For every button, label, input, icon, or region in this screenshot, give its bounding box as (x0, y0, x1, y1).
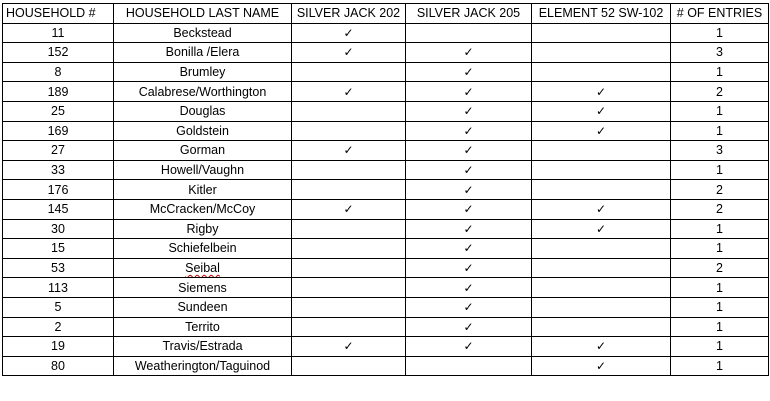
element-52-cell (532, 239, 671, 259)
household-number-cell: 169 (3, 121, 114, 141)
table-row (3, 258, 769, 278)
entries-count-cell: 1 (671, 317, 769, 337)
silver-jack-202-cell (292, 219, 406, 239)
household-number-cell: 152 (3, 43, 114, 63)
checkmark-icon: ✓ (463, 339, 474, 354)
entries-count-cell: 1 (671, 337, 769, 357)
entries-count-cell: 3 (671, 141, 769, 161)
household-last-name: Beckstead (173, 25, 232, 40)
table-row (3, 82, 769, 102)
silver-jack-205-cell (406, 180, 532, 200)
checkmark-icon: ✓ (463, 261, 474, 276)
silver-jack-205-cell (406, 337, 532, 357)
household-number-cell: 33 (3, 160, 114, 180)
silver-jack-202-cell (292, 101, 406, 121)
silver-jack-205-cell (406, 23, 532, 43)
header-household-last-name: HOUSEHOLD LAST NAME (114, 4, 292, 24)
table-row (3, 23, 769, 43)
household-number-cell: 30 (3, 219, 114, 239)
silver-jack-205-cell (406, 356, 532, 376)
household-last-name-cell (114, 23, 292, 43)
checkmark-icon: ✓ (463, 65, 474, 80)
entries-count-cell: 1 (671, 278, 769, 298)
header-element-52: ELEMENT 52 SW-102 (532, 4, 671, 24)
table-row (3, 219, 769, 239)
household-last-name: Sundeen (177, 300, 228, 315)
header-household-number: HOUSEHOLD # (3, 4, 114, 24)
checkmark-icon: ✓ (343, 45, 354, 60)
element-52-cell (532, 62, 671, 82)
household-last-name-cell (114, 199, 292, 219)
entries-count-cell: 1 (671, 121, 769, 141)
entries-count-cell: 2 (671, 180, 769, 200)
element-52-cell (532, 278, 671, 298)
household-last-name-cell (114, 180, 292, 200)
household-last-name-cell (114, 239, 292, 259)
silver-jack-202-cell (292, 160, 406, 180)
household-number-cell: 189 (3, 82, 114, 102)
table-row (3, 297, 769, 317)
table-row (3, 62, 769, 82)
checkmark-icon: ✓ (463, 300, 474, 315)
header-silver-jack-202: SILVER JACK 202 (292, 4, 406, 24)
element-52-cell (532, 258, 671, 278)
silver-jack-202-cell (292, 258, 406, 278)
element-52-cell (532, 141, 671, 161)
table-row (3, 239, 769, 259)
checkmark-icon: ✓ (463, 202, 474, 217)
element-52-cell (532, 121, 671, 141)
entries-count-cell: 1 (671, 356, 769, 376)
table-row (3, 180, 769, 200)
silver-jack-202-cell (292, 23, 406, 43)
table-row (3, 141, 769, 161)
silver-jack-205-cell (406, 317, 532, 337)
household-last-name-cell (114, 356, 292, 376)
silver-jack-205-cell (406, 239, 532, 259)
entries-count-cell: 2 (671, 258, 769, 278)
silver-jack-202-cell (292, 199, 406, 219)
household-last-name-cell (114, 258, 292, 278)
household-number-cell: 2 (3, 317, 114, 337)
household-last-name: Calabrese/Worthington (138, 84, 267, 99)
household-number-cell: 15 (3, 239, 114, 259)
checkmark-icon: ✓ (463, 123, 474, 138)
table-header (3, 4, 769, 24)
entries-count-cell: 1 (671, 62, 769, 82)
silver-jack-202-cell (292, 356, 406, 376)
table-row (3, 121, 769, 141)
silver-jack-202-cell (292, 121, 406, 141)
household-number-cell: 27 (3, 141, 114, 161)
element-52-cell (532, 317, 671, 337)
entries-count-cell: 2 (671, 199, 769, 219)
household-number-cell: 145 (3, 199, 114, 219)
household-number-cell: 11 (3, 23, 114, 43)
checkmark-icon: ✓ (343, 84, 354, 99)
household-last-name-cell (114, 62, 292, 82)
household-last-name: Howell/Vaughn (160, 163, 245, 178)
checkmark-icon: ✓ (343, 202, 354, 217)
element-52-cell (532, 101, 671, 121)
household-last-name-cell (114, 82, 292, 102)
checkmark-icon: ✓ (463, 280, 474, 295)
header-number-of-entries: # OF ENTRIES (671, 4, 769, 24)
household-last-name: Goldstein (176, 123, 229, 138)
checkmark-icon: ✓ (595, 221, 607, 236)
checkmark-icon: ✓ (463, 182, 474, 197)
element-52-cell (532, 23, 671, 43)
household-last-name-cell (114, 317, 292, 337)
household-last-name: Rigby (186, 221, 219, 236)
household-number-cell: 5 (3, 297, 114, 317)
checkmark-icon: ✓ (463, 84, 474, 99)
household-number-cell: 8 (3, 62, 114, 82)
household-last-name-cell (114, 141, 292, 161)
household-last-name: Travis/Estrada (162, 339, 243, 354)
silver-jack-202-cell (292, 239, 406, 259)
checkmark-icon: ✓ (595, 358, 607, 373)
household-last-name-cell (114, 297, 292, 317)
checkmark-icon: ✓ (463, 221, 474, 236)
silver-jack-205-cell (406, 278, 532, 298)
household-last-name: Bonilla /Elera (165, 45, 240, 60)
household-last-name-cell (114, 101, 292, 121)
silver-jack-205-cell (406, 141, 532, 161)
silver-jack-205-cell (406, 43, 532, 63)
household-number-cell: 113 (3, 278, 114, 298)
silver-jack-202-cell (292, 278, 406, 298)
household-number-cell: 176 (3, 180, 114, 200)
silver-jack-205-cell (406, 219, 532, 239)
element-52-cell (532, 356, 671, 376)
household-number-cell: 80 (3, 356, 114, 376)
silver-jack-205-cell (406, 82, 532, 102)
checkmark-icon: ✓ (595, 339, 607, 354)
entries-count-cell: 1 (671, 239, 769, 259)
household-last-name: Siemens (178, 280, 227, 295)
checkmark-icon: ✓ (343, 143, 354, 158)
silver-jack-202-cell (292, 82, 406, 102)
element-52-cell (532, 180, 671, 200)
household-last-name: McCracken/McCoy (149, 202, 256, 217)
entries-count-cell: 1 (671, 219, 769, 239)
silver-jack-202-cell (292, 141, 406, 161)
entries-count-cell: 1 (671, 160, 769, 180)
silver-jack-202-cell (292, 297, 406, 317)
checkmark-icon: ✓ (595, 104, 607, 119)
entries-count-cell: 1 (671, 101, 769, 121)
household-last-name: Seibal (185, 261, 220, 276)
table-row (3, 43, 769, 63)
silver-jack-202-cell (292, 180, 406, 200)
silver-jack-205-cell (406, 62, 532, 82)
household-last-name: Gorman (179, 143, 226, 158)
element-52-cell (532, 82, 671, 102)
silver-jack-202-cell (292, 62, 406, 82)
table-body (3, 23, 769, 376)
household-last-name-cell (114, 160, 292, 180)
household-last-name: Kitler (188, 182, 217, 197)
table-row (3, 101, 769, 121)
element-52-cell (532, 219, 671, 239)
checkmark-icon: ✓ (343, 339, 354, 354)
silver-jack-205-cell (406, 199, 532, 219)
household-last-name: Brumley (179, 65, 226, 80)
silver-jack-205-cell (406, 160, 532, 180)
silver-jack-205-cell (406, 121, 532, 141)
entries-table (2, 3, 769, 376)
entries-count-cell: 1 (671, 23, 769, 43)
silver-jack-205-cell (406, 297, 532, 317)
silver-jack-205-cell (406, 101, 532, 121)
household-last-name-cell (114, 43, 292, 63)
household-last-name-cell (114, 121, 292, 141)
household-last-name: Weatherington/Taguinod (134, 358, 271, 373)
entries-count-cell: 3 (671, 43, 769, 63)
checkmark-icon: ✓ (595, 84, 607, 99)
checkmark-icon: ✓ (595, 123, 607, 138)
household-last-name-cell (114, 337, 292, 357)
silver-jack-205-cell (406, 258, 532, 278)
element-52-cell (532, 160, 671, 180)
element-52-cell (532, 199, 671, 219)
table-row (3, 337, 769, 357)
checkmark-icon: ✓ (463, 163, 474, 178)
header-silver-jack-205: SILVER JACK 205 (406, 4, 532, 24)
checkmark-icon: ✓ (463, 241, 474, 256)
household-last-name-cell (114, 278, 292, 298)
table-row (3, 199, 769, 219)
checkmark-icon: ✓ (595, 202, 607, 217)
household-number-cell: 19 (3, 337, 114, 357)
checkmark-icon: ✓ (463, 45, 474, 60)
table-row (3, 317, 769, 337)
household-number-cell: 53 (3, 258, 114, 278)
silver-jack-202-cell (292, 317, 406, 337)
table-row (3, 278, 769, 298)
silver-jack-202-cell (292, 43, 406, 63)
silver-jack-202-cell (292, 337, 406, 357)
checkmark-icon: ✓ (463, 104, 474, 119)
table-row (3, 160, 769, 180)
entries-count-cell: 2 (671, 82, 769, 102)
checkmark-icon: ✓ (463, 143, 474, 158)
household-last-name-cell (114, 219, 292, 239)
household-last-name: Schiefelbein (168, 241, 237, 256)
header-row (3, 4, 769, 24)
checkmark-icon: ✓ (463, 319, 474, 334)
household-last-name: Douglas (179, 104, 226, 119)
element-52-cell (532, 297, 671, 317)
element-52-cell (532, 43, 671, 63)
table-row (3, 356, 769, 376)
household-last-name: Territo (185, 319, 220, 334)
household-number-cell: 25 (3, 101, 114, 121)
element-52-cell (532, 337, 671, 357)
checkmark-icon: ✓ (343, 25, 354, 40)
entries-count-cell: 1 (671, 297, 769, 317)
